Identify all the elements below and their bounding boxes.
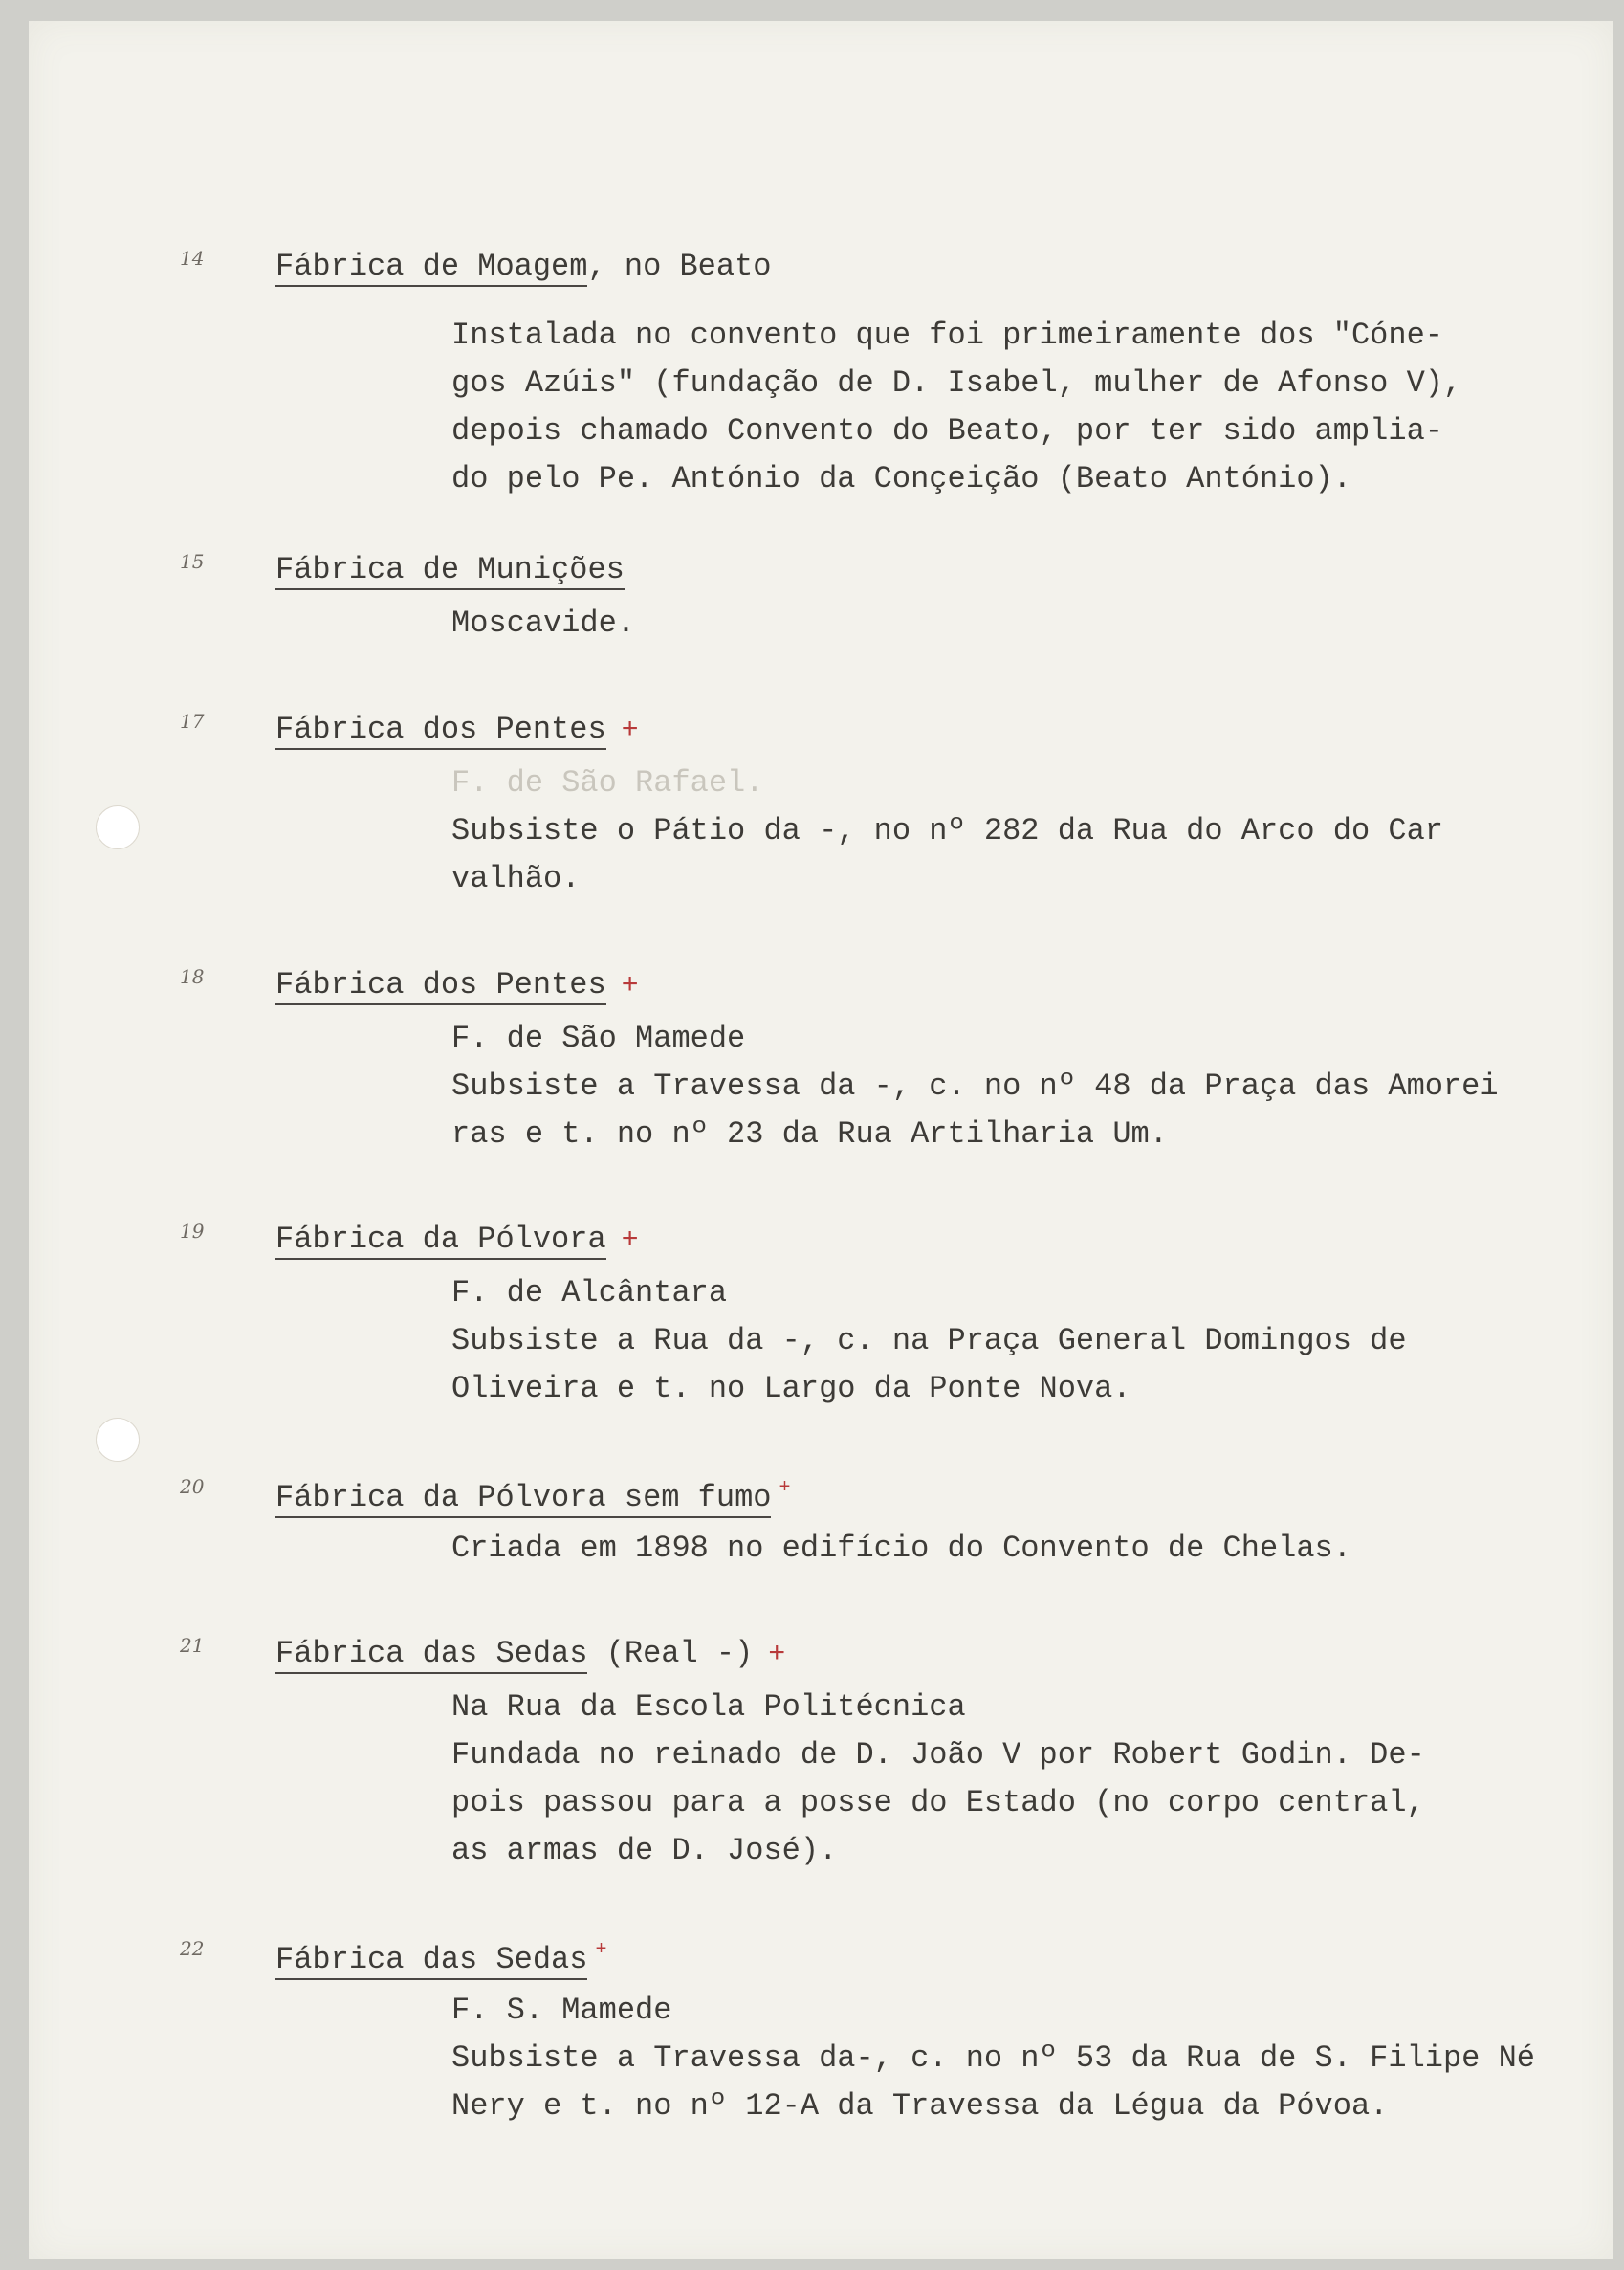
- entry-number: 20: [180, 1475, 205, 1498]
- punch-hole: [96, 1418, 140, 1462]
- entry-body: [451, 1525, 1351, 1573]
- body-line: Subsiste a Rua da -, c. na Praça General Domingos de: [451, 1323, 1407, 1358]
- entry-body: [451, 1015, 1499, 1158]
- entry-number: 15: [180, 550, 205, 573]
- document-page: [29, 21, 1613, 2259]
- body-line: valhão.: [451, 861, 581, 896]
- body-line: depois chamado Convento do Beato, por ter sido amplia-: [451, 413, 1443, 449]
- body-line: Subsiste o Pátio da -, no nº 282 da Rua do Arco do Car: [451, 813, 1443, 848]
- entry-title-suffix: , no Beato: [587, 249, 772, 284]
- entry-title: [275, 249, 771, 287]
- entry-title-text: Fábrica de Munições: [275, 552, 625, 590]
- entry-title: [275, 712, 639, 750]
- body-line: Instalada no convento que foi primeiramente dos "Cóne-: [451, 318, 1443, 353]
- entry-title-text: Fábrica das Sedas: [275, 1636, 587, 1674]
- entry-title-text: Fábrica de Moagem: [275, 249, 587, 287]
- entry-body: [451, 312, 1461, 503]
- entry-title: [275, 967, 639, 1005]
- entry-title: [275, 552, 625, 590]
- entry-body: [451, 1684, 1425, 1875]
- body-line: Fundada no reinado de D. João V por Robert Godin. De-: [451, 1737, 1425, 1773]
- entry-number: 18: [180, 965, 205, 988]
- cross-mark: +: [621, 970, 639, 1003]
- entry-body: [451, 600, 635, 648]
- entry-number: 19: [180, 1220, 205, 1243]
- body-line: ras e t. no nº 23 da Rua Artilharia Um.: [451, 1116, 1168, 1152]
- body-line: Moscavide.: [451, 606, 636, 641]
- body-line: Subsiste a Travessa da -, c. no nº 48 da Praça das Amorei: [451, 1069, 1499, 1104]
- entry-title-text: Fábrica das Sedas: [275, 1942, 587, 1980]
- body-line: gos Azúis" (fundação de D. Isabel, mulher de Afonso V),: [451, 365, 1462, 401]
- body-line: Nery e t. no nº 12-A da Travessa da Légua da Póvoa.: [451, 2088, 1389, 2124]
- body-line: Criada em 1898 no edifício do Convento de Chelas.: [451, 1531, 1351, 1566]
- entry-number: 21: [180, 1634, 205, 1657]
- entry-title: [275, 1477, 791, 1518]
- entry-title: [275, 1939, 606, 1980]
- entry-title: [275, 1222, 639, 1260]
- entry-title-text: Fábrica da Pólvora sem fumo: [275, 1480, 771, 1518]
- body-line: as armas de D. José).: [451, 1833, 838, 1868]
- entry-number: 17: [180, 710, 205, 733]
- body-line: F. S. Mamede: [451, 1993, 672, 2028]
- body-line: do pelo Pe. António da Conçeição (Beato António).: [451, 461, 1351, 496]
- body-line: F. de São Mamede: [451, 1021, 746, 1056]
- entry-title-text: Fábrica dos Pentes: [275, 712, 606, 750]
- entry-body: [451, 1987, 1535, 2130]
- entry-body: [451, 1269, 1407, 1413]
- entry-number: 14: [180, 247, 205, 270]
- cross-mark: +: [779, 1477, 791, 1499]
- cross-mark: +: [595, 1939, 607, 1961]
- cross-mark: +: [621, 1224, 639, 1257]
- punch-hole: [96, 805, 140, 849]
- body-line: F. de Alcântara: [451, 1275, 728, 1311]
- entry-number: 22: [180, 1937, 205, 1960]
- entry-title: [275, 1636, 785, 1674]
- cross-mark: +: [768, 1639, 786, 1671]
- cross-mark: +: [621, 715, 639, 747]
- body-line: Na Rua da Escola Politécnica: [451, 1689, 966, 1725]
- body-line: F. de São Rafael.: [451, 765, 764, 801]
- body-line: Subsiste a Travessa da-, c. no nº 53 da Rua de S. Filipe Né: [451, 2040, 1535, 2076]
- entry-body: [451, 760, 1443, 903]
- body-line: Oliveira e t. no Largo da Ponte Nova.: [451, 1371, 1131, 1406]
- entry-title-text: Fábrica da Pólvora: [275, 1222, 606, 1260]
- entry-title-suffix: (Real -): [587, 1636, 754, 1671]
- body-line: pois passou para a posse do Estado (no corpo central,: [451, 1785, 1425, 1820]
- entry-title-text: Fábrica dos Pentes: [275, 967, 606, 1005]
